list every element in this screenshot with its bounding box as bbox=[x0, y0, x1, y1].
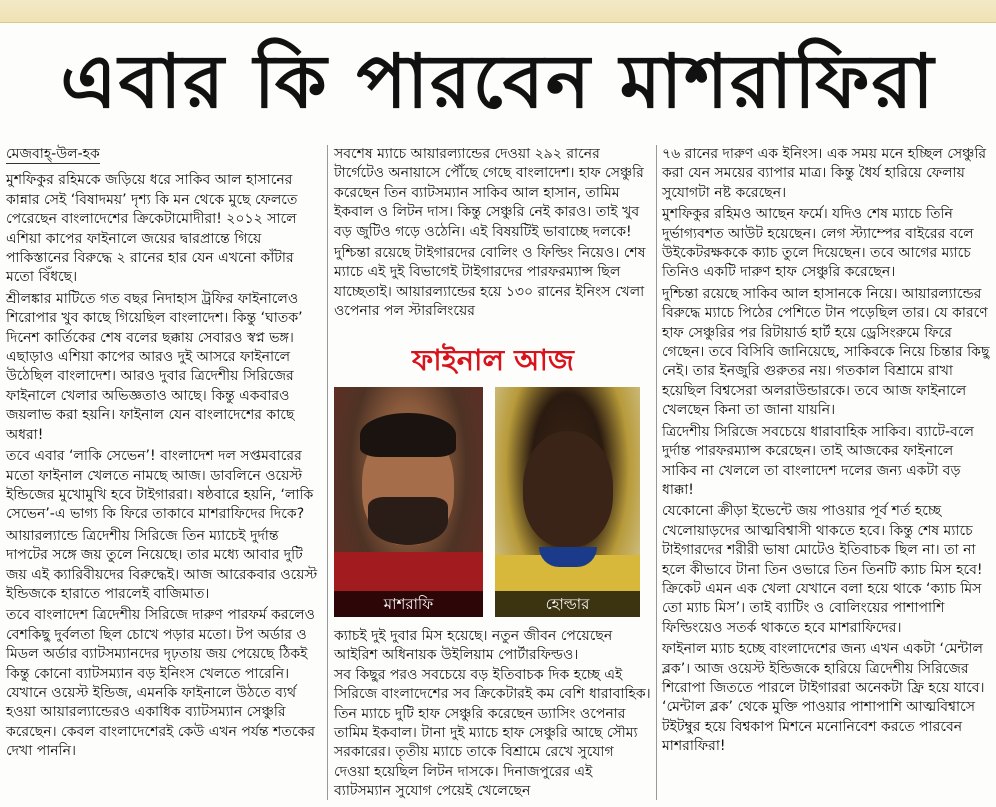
player-photo-holder bbox=[495, 387, 640, 617]
article-column-2-bottom bbox=[334, 627, 652, 802]
byline-text: মেজবাহ্‌-উল-হক bbox=[6, 146, 100, 162]
column-divider bbox=[656, 145, 657, 800]
paragraph: সব কিছুর পরও সবচেয়ে বড় ইতিবাচক দিক হচ্ছে এই সিরিজে বাংলাদেশের সব ক্রিকেটারই কম বেশি ধারাবাহিক। তিন ম্যাচে দুটি হাফ সেঞ্চুরি করেছেন ড্যাসিং ওপেনার তামিম ইকবাল। টানা দুই ম্যাচে হাফ সেঞ্চুরি আছে সৌম্য সরকারের। তৃতীয় ম্যাচে তাকে বিশ্রামে রেখে সুযোগ দেওয়া হয়েছিল লিটন দাসকে। দিনাজপুরের এই ব্যাটসম্যান সুযোগ পেয়েই খেলেছেন bbox=[334, 666, 651, 800]
paragraph: তবে এবার ‘লাকি সেভেন’! বাংলাদেশ দল সপ্তমবারের মতো ফাইনাল খেলতে নামছে আজ। ডাবলিনে ওয়েস্ট ইন্ডিজের মুখোমুখি হবে টাইগাররা। ষষ্ঠবারে হয়নি, ‘লাকি সেভেন’-এ ভাগ্য কি ফিরে তাকাবে মাশরাফিদের দিকে? bbox=[6, 448, 314, 523]
paragraph: ফাইনাল ম্যাচ হচ্ছে বাংলাদেশের জন্য এখন একটা ‘মেন্টাল ব্লক’। আজ ওয়েস্ট ইন্ডিজকে হারিয়ে ত্রিদেশীয় সিরিজের শিরোপা জিততে পারলে টাইগাররা অনেকটা ফ্রি হয়ে যাবে। ‘মেন্টাল ব্লক’ থেকে মুক্তি পাওয়ার পাশাপাশি আত্মবিশ্বাসে টইটম্বুর হয়ে বিশ্বকাপ মিশনে মনোনিবেশ করতে পারবেন মাশরাফিরা! bbox=[662, 641, 985, 755]
paragraph: যেকোনো ক্রীড়া ইভেন্টে জয় পাওয়ার পূর্ব শর্ত হচ্ছে খেলোয়াড়দের আত্মবিশ্বাসী থাকতে হবে। কিন্তু শেষ ম্যাচে টাইগারদের শরীরী ভাষা মোটেও ইতিবাচক ছিল না। তা না হলে কীভাবে টানা তিন ওভারে তিন তিনটি ক্যাচ মিস হবে! ক্রিকেট এমন এক খেলা যেখানে বলা হয়ে থাকে ‘ক্যাচ মিস তো ম্যাচ মিস’। তাই ব্যাটিং ও বোলিংয়ের পাশাপাশি ফিল্ডিংয়েও সতর্ক থাকতে হবে মাশরাফিদের। bbox=[662, 503, 983, 636]
beard-shape bbox=[368, 497, 448, 545]
paragraph: মুশফিকুর রহিমও আছেন ফর্মে। যদিও শেষ ম্যাচে তিনি দুর্ভাগ্যবশত আউট হয়েছেন। লেগ স্ট্যাম্পের বাইরের বলে উইকেটরক্ষককে ক্যাচ তুলে দিয়েছেন। তবে আগের ম্যাচে তিনিও একটি দারুণ হাফ সেঞ্চুরি করেছেন। bbox=[662, 206, 974, 281]
face-shape bbox=[523, 431, 613, 547]
paragraph: ক্যাচই দুই দুবার মিস হয়েছে। নতুন জীবন পেয়েছেন আইরিশ অধিনায়ক উইলিয়াম পোর্টারফিল্ডও। bbox=[334, 628, 613, 664]
paragraph: শ্রীলঙ্কার মাটিতে গত বছর নিদাহাস ট্রফির ফাইনালেও শিরোপার খুব কাছে গিয়েছিল বাংলাদেশ। কিন্তু ‘ঘাতক’ দিনেশ কার্তিকের শেষ বলের ছক্কায় সেবারও স্বপ্ন ভঙ্গ। এছাড়াও এশিয়া কাপের আরও দুই আসরে ফাইনালে উঠেছিল বাংলাদেশ। আরও দুবার ত্রিদেশীয় সিরিজের ফাইনালে খেলার অভিজ্ঞতাও আছে। কিন্তু একবারও জয়লাভ করা হয়নি। ফাইনাল যেন বাংলাদেশের কাছে অধরা! bbox=[6, 290, 303, 443]
paragraph: তবে বাংলাদেশ ত্রিদেশীয় সিরিজে দারুণ পারফর্ম করলেও বেশকিছু দুর্বলতা ছিল চোখে পড়ার মতো। টপ অর্ডার ও মিডল অর্ডার ব্যাটসম্যানদের দৃঢ়তায় জয় পেয়েছে ঠিকই কিন্তু কোনো ব্যাটসম্যান বড় ইনিংস খেলতে পারেনি। যেখানে ওয়েস্ট ইন্ডিজ, এমনকি ফাইনালে উঠতে ব্যর্থ হওয়া আয়ারল্যান্ডেরও একাধিক ব্যাটসম্যান সেঞ্চুরি করেছেন। কেবল বাংলাদেশেরই কেউ এখন পর্যন্ত শতকের দেখা পাননি। bbox=[6, 607, 315, 760]
paragraph: মুশফিকুর রহিমকে জড়িয়ে ধরে সাকিব আল হাসানের কান্নার সেই ‘বিষাদময়’ দৃশ্য কি মন থেকে মুছে ফেলতে পেরেছেন বাংলাদেশের ক্রিকেটামোদীরা! ২০১২ সালে এশিয়া কাপের ফাইনালে জয়ের দ্বারপ্রান্তে গিয়ে পাকিস্তানের বিরুদ্ধে ২ রানের হার যেন এখনো কাঁটার মতো বিঁধছে। bbox=[6, 172, 298, 286]
player-photo-mashrafe bbox=[334, 387, 483, 617]
article-column-2-top bbox=[334, 145, 652, 324]
hair-shape bbox=[360, 413, 456, 457]
paragraph: ৭৬ রানের দারুণ এক ইনিংস। এক সময় মনে হচ্ছিল সেঞ্চুরি করা যেন সময়ের ব্যাপার মাত্র। কিন্তু ধৈর্য হারিয়ে ফেলায় সুযোগটা নষ্ট করেছেন। bbox=[662, 146, 987, 201]
article-column-1 bbox=[6, 145, 324, 764]
paragraph: আয়ারল্যান্ডে ত্রিদেশীয় সিরিজে তিন ম্যাচেই দুর্দান্ত দাপটের সঙ্গে জয় তুলে নিয়েছে। তার মধ্যে আবার দুটি জয় এই ক্যারিবীয়দের বিরুদ্ধেই। আজ আরেকবার ওয়েস্ট ইন্ডিজকে হারাতে পারলেই বাজিমাত। bbox=[6, 527, 318, 602]
photo-caption: হোল্ডার bbox=[495, 591, 640, 617]
byline bbox=[6, 145, 324, 164]
article-column-3 bbox=[662, 145, 990, 759]
kicker: ফাইনাল আজ bbox=[412, 343, 574, 377]
top-decorative-band bbox=[0, 0, 996, 23]
photo-caption: মাশরাফি bbox=[334, 591, 483, 617]
paragraph: ত্রিদেশীয় সিরিজে সবচেয়ে ধারাবাহিক সাকিব। ব্যাটে-বলে দুর্দান্ত পারফরম্যান্স করেছেন। তাই আজকের ফাইনালে সাকিব না খেললে তা বাংলাদেশ দলের জন্য একটা বড় ধাক্কা! bbox=[662, 423, 974, 498]
paragraph: দুশ্চিন্তা রয়েছে টাইগারদের বোলিং ও ফিল্ডিং নিয়েও। শেষ ম্যাচে এই দুই বিভাগেই টাইগারদের পারফরম্যান্স ছিল যাচ্ছেতাই। আয়ারল্যান্ডের হয়ে ১৩০ রানের ইনিংস খেলা ওপেনার পল স্টারলিংয়ের bbox=[334, 245, 646, 320]
headline: এবার কি পারবেন মাশরাফিরা bbox=[60, 39, 936, 125]
paragraph: সবশেষ ম্যাচে আয়ারল্যান্ডের দেওয়া ২৯২ রানের টার্গেটেও অনায়াসে পৌঁছে গেছে বাংলাদেশ। হাফ সেঞ্চুরি করেছেন তিন ব্যাটসম্যান সাকিব আল হাসান, তামিম ইকবাল ও লিটন দাস। কিন্তু সেঞ্চুরি নেই কারও। তাই খুব বড় জুটিও গড়ে ওঠেনি। এই বিষয়টিই ভাবাচ্ছে দলকে! bbox=[334, 146, 644, 240]
column-divider bbox=[327, 145, 328, 800]
paragraph: দুশ্চিন্তা রয়েছে সাকিব আল হাসানকে নিয়ে। আয়ারল্যান্ডের বিরুদ্ধে ম্যাচে পিঠের পেশিতে টান পড়েছিল তার। যে কারণে হাফ সেঞ্চুরির পর রিটায়ার্ড হার্ট হয়ে ড্রেসিংরুমে ফিরে গেছেন। তবে বিসিবি জানিয়েছে, সাকিবকে নিয়ে চিন্তার কিছু নেই। তার ইনজুরি গুরুতর নয়। গতকাল বিশ্রামে রাখা হয়েছিল বিশ্বসেরা অলরাউন্ডারকে। তবে আজ ফাইনালে খেলছেন কিনা তা জানা যায়নি। bbox=[662, 285, 990, 419]
